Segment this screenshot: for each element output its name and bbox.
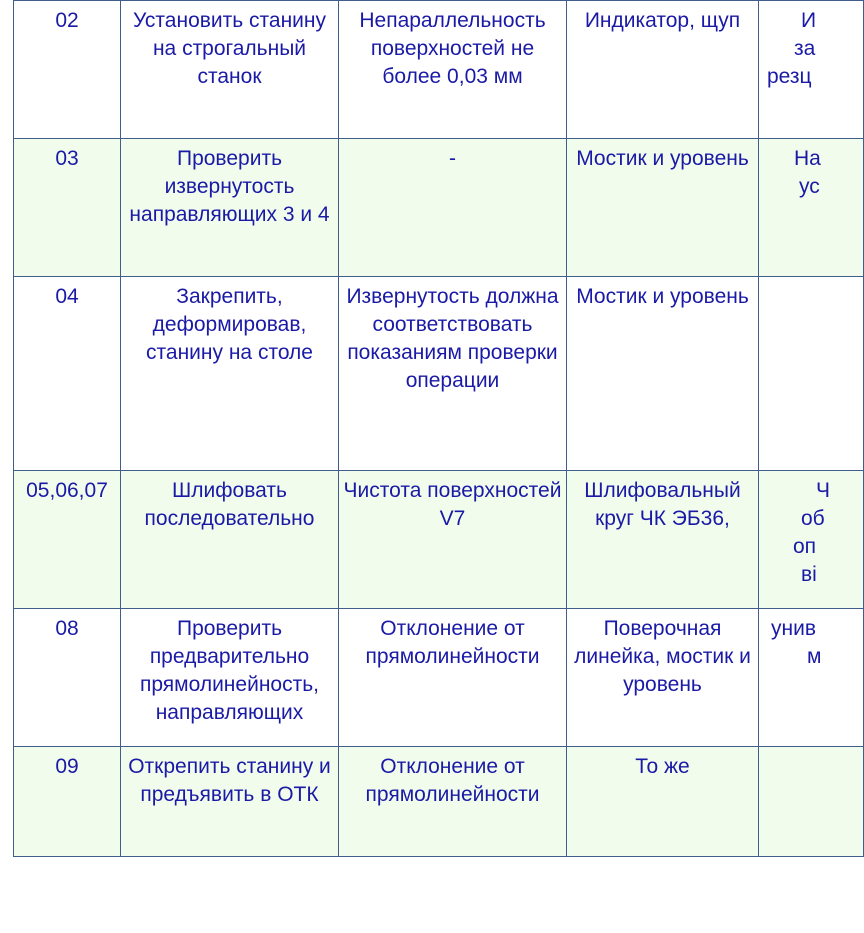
cell-tool: Мостик и уровень xyxy=(567,139,759,277)
cell-extra-line: На xyxy=(794,147,821,170)
cell-requirement: Извернутость должна соответствовать показаниям проверки операции xyxy=(339,277,567,471)
cell-number: 04 xyxy=(14,277,121,471)
cell-operation: Открепить станину и предъявить в ОТК xyxy=(121,747,339,857)
cell-extra xyxy=(759,471,864,609)
cell-extra-line: оп xyxy=(793,535,817,558)
cell-extra-line: И xyxy=(801,9,817,32)
table-row xyxy=(14,1,864,139)
cell-requirement: Отклонение от прямолинейности xyxy=(339,747,567,857)
cell-extra xyxy=(759,747,864,857)
cell-tool: Индикатор, щуп xyxy=(567,1,759,139)
cell-number: 03 xyxy=(14,139,121,277)
table-row xyxy=(14,609,864,747)
cell-tool: Поверочная линейка, мостик и уровень xyxy=(567,609,759,747)
cell-operation: Закрепить, деформировав, станину на столе xyxy=(121,277,339,471)
operations-table-container xyxy=(13,0,833,857)
cell-extra-line: м xyxy=(807,645,822,668)
cell-tool: То же xyxy=(567,747,759,857)
cell-extra xyxy=(759,1,864,139)
cell-extra-line: ус xyxy=(799,175,820,198)
cell-extra-line: ві xyxy=(801,563,817,586)
cell-extra-line: об xyxy=(801,507,825,530)
cell-tool: Шлифовальный круг ЧК ЭБ36, xyxy=(567,471,759,609)
cell-requirement: Отклонение от прямолинейности xyxy=(339,609,567,747)
cell-tool: Мостик и уровень xyxy=(567,277,759,471)
cell-extra xyxy=(759,139,864,277)
operations-table xyxy=(13,0,864,857)
table-row xyxy=(14,747,864,857)
cell-extra-line: унив xyxy=(771,617,816,640)
table-row xyxy=(14,471,864,609)
cell-operation: Установить станину на строгальный станок xyxy=(121,1,339,139)
cell-operation: Проверить предварительно прямолинейность, направляющих xyxy=(121,609,339,747)
cell-requirement: Непараллельность поверхностей не более 0,03 мм xyxy=(339,1,567,139)
cell-number: 08 xyxy=(14,609,121,747)
cell-operation: Шлифовать последовательно xyxy=(121,471,339,609)
table-row xyxy=(14,277,864,471)
cell-requirement: - xyxy=(339,139,567,277)
cell-operation: Проверить извернутость направляющих 3 и 4 xyxy=(121,139,339,277)
cell-extra xyxy=(759,609,864,747)
cell-requirement: Чистота поверхностей V7 xyxy=(339,471,567,609)
cell-extra xyxy=(759,277,864,471)
cell-number: 02 xyxy=(14,1,121,139)
cell-number: 05,06,07 xyxy=(14,471,121,609)
cell-number: 09 xyxy=(14,747,121,857)
cell-extra-line: резц xyxy=(767,65,812,88)
cell-extra-line: за xyxy=(794,37,816,60)
table-row xyxy=(14,139,864,277)
cell-extra-line: Ч xyxy=(816,479,830,502)
